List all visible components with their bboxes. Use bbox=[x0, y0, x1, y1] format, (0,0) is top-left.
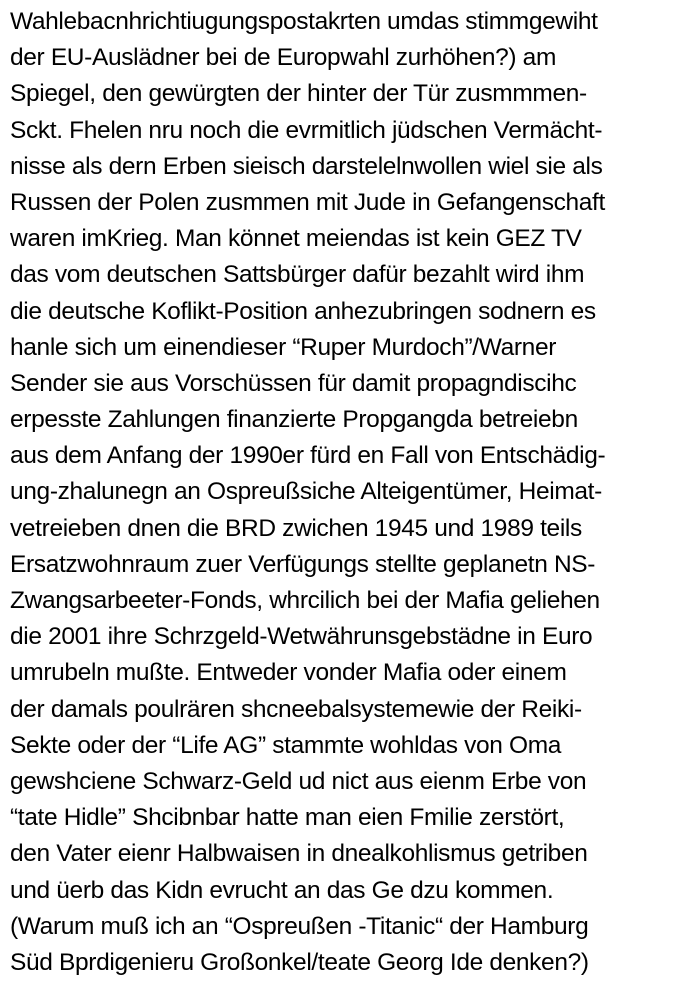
text-line: die deutsche Koflikt-Position anhezubringen sodnern es bbox=[10, 297, 596, 325]
text-line: der EU-Auslädner bei de Europwahl zurhöhen?) am bbox=[10, 44, 557, 72]
text-line: Spiegel, den gewürgten der hinter der Tür zusmmmen- bbox=[10, 80, 587, 108]
text-line: umrubeln mußte. Entweder vonder Mafia oder einem bbox=[10, 659, 567, 687]
text-line: ung-zhalunegn an Ospreußsiche Alteigentümer, Heimat- bbox=[10, 478, 602, 506]
text-line: hanle sich um einendieser “Ruper Murdoch”/Warner bbox=[10, 333, 557, 361]
text-line: Wahlebacnhrichtiugungspostakrten umdas stimmgewiht bbox=[10, 8, 598, 35]
text-line: den Vater eienr Halbwaisen in dnealkohlismus getriben bbox=[10, 840, 588, 868]
text-line: der damals poulrären shcneebalsystemewie der Reiki- bbox=[10, 695, 582, 723]
text-line: Zwangsarbeeter-Fonds, whrcilich bei der Mafia geliehen bbox=[10, 587, 600, 614]
text-line: aus dem Anfang der 1990er fürd en Fall von Entschädig- bbox=[10, 442, 606, 470]
text-line: erpesste Zahlungen finanzierte Propgangda betreiebn bbox=[10, 406, 578, 434]
text-line: (Warum muß ich an “Ospreußen -Titanic“ der Hamburg bbox=[10, 912, 589, 940]
text-line: vetreieben dnen die BRD zwichen 1945 und 1989 teils bbox=[10, 514, 582, 542]
text-line: Süd Bprdigenieru Großonkel/teate Georg Ide denken?) bbox=[10, 948, 589, 976]
text-line: nisse als dern Erben sieisch darstelelnwollen wiel sie als bbox=[10, 152, 603, 180]
text-line: die 2001 ihre Schrzgeld-Wetwährunsgebstädne in Euro bbox=[10, 623, 593, 651]
text-line: Russen der Polen zusmmen mit Jude in Gefangenschaft bbox=[10, 188, 605, 216]
text-line: das vom deutschen Sattsbürger dafür bezahlt wird ihm bbox=[10, 261, 585, 289]
text-line: gewshciene Schwarz-Geld ud nict aus eienm Erbe von bbox=[10, 767, 587, 795]
text-line: Ersatzwohnraum zuer Verfügungs stellte geplanetn NS- bbox=[10, 550, 596, 578]
document-text-block bbox=[10, 4, 680, 981]
text-line: Sender sie aus Vorschüssen für damit propagndiscihc bbox=[10, 369, 577, 397]
text-line: “tate Hidle” Shcibnbar hatte man eien Fmilie zerstört, bbox=[10, 804, 565, 832]
text-line: waren imKrieg. Man könnet meiendas ist kein GEZ TV bbox=[10, 225, 582, 253]
text-line: Sckt. Fhelen nru noch die evrmitlich jüdschen Vermächt- bbox=[10, 116, 603, 144]
text-line: Sekte oder der “Life AG” stammte wohldas von Oma bbox=[10, 731, 562, 759]
text-line: und üerb das Kidn evrucht an das Ge dzu kommen. bbox=[10, 876, 554, 904]
